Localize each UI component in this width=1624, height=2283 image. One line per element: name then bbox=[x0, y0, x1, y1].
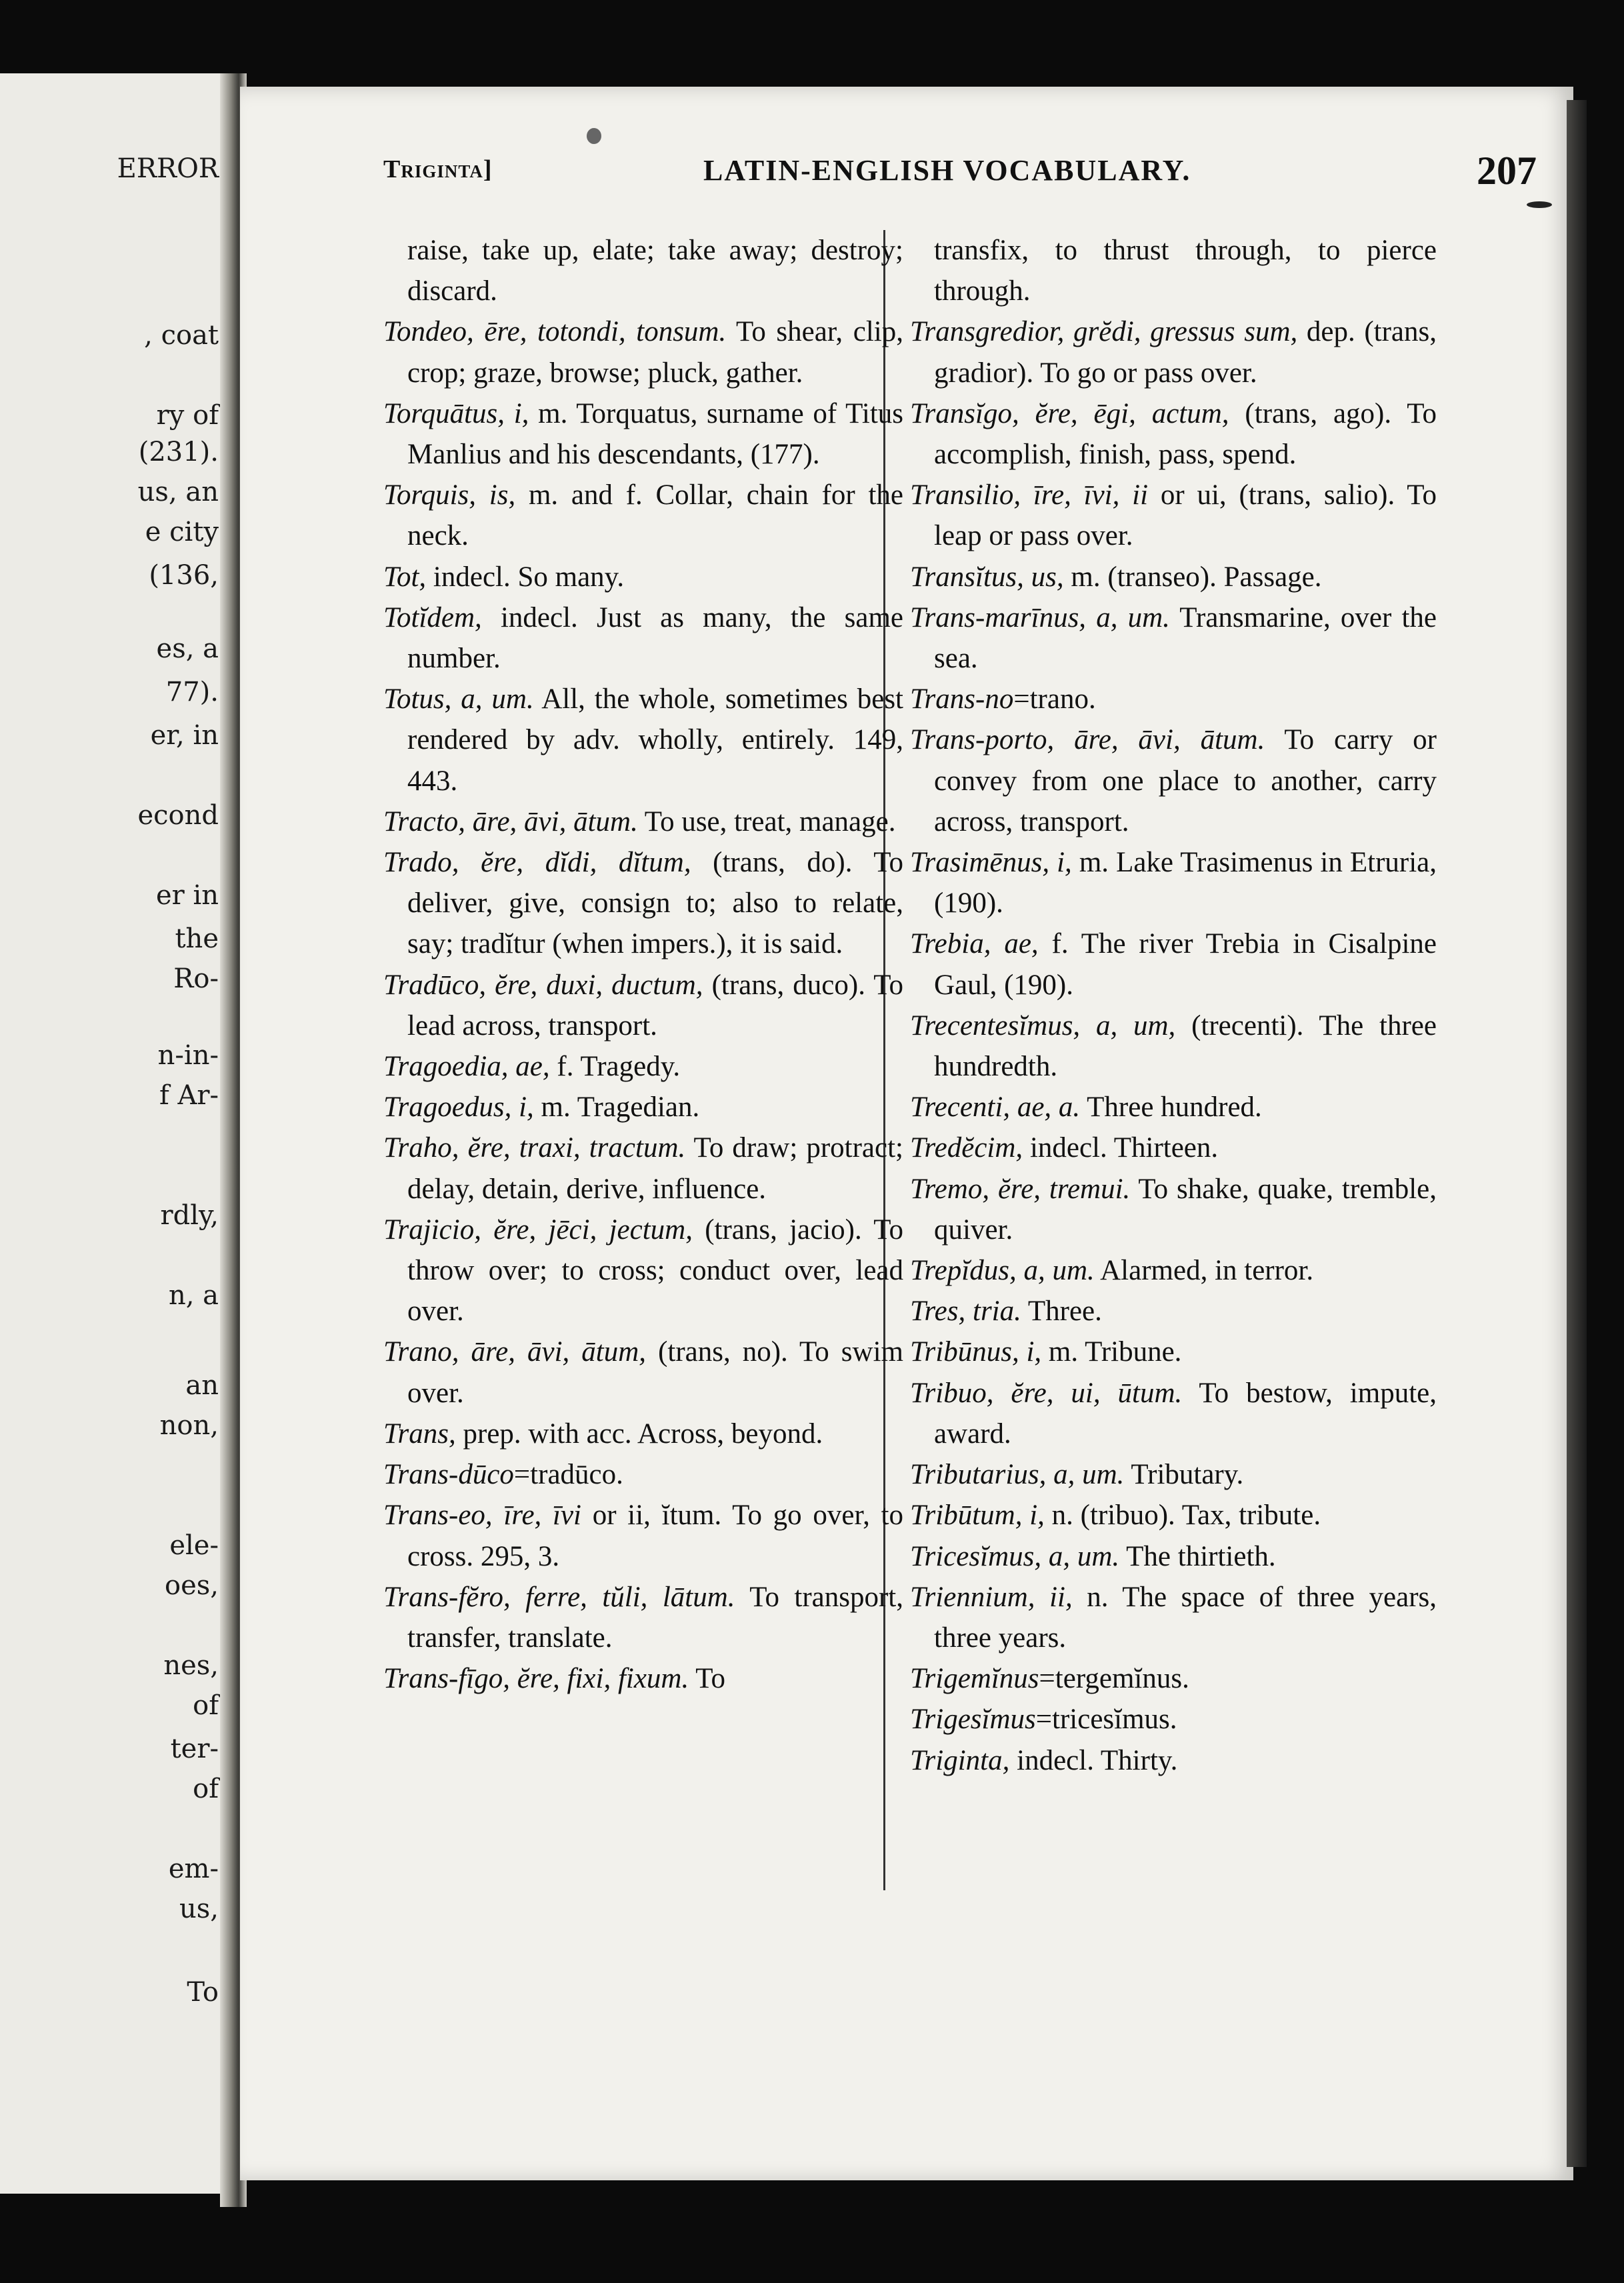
entry-headword: Trepĭdus, a, um. bbox=[910, 1255, 1095, 1287]
facing-page-fragment bbox=[0, 73, 227, 2194]
entry-definition: n. The space of three years, three years. bbox=[934, 1581, 1437, 1654]
entry-headword: Triginta, bbox=[910, 1744, 1010, 1776]
entry-definition: indecl. Just as many, the same number. bbox=[407, 601, 903, 675]
entry-definition: indecl. So many. bbox=[426, 561, 625, 593]
entry-headword: Trans-porto, āre, āvi, ātum. bbox=[910, 724, 1265, 756]
facing-page-fragment-text: econd bbox=[137, 800, 219, 831]
facing-page-fragment-text: us, an bbox=[137, 477, 219, 507]
facing-page-fragment-text: of bbox=[193, 1690, 219, 1721]
entry-headword: Tremo, ĕre, tremui. bbox=[910, 1173, 1131, 1205]
facing-page-fragment-text: , coat bbox=[144, 320, 219, 351]
entry-headword: Tragoedia, ae, bbox=[383, 1051, 550, 1083]
entry-definition: (trans, do). To deliver, give, consign to; also to relate, say; tradĭtur (when impers.), it is said. bbox=[407, 847, 903, 960]
page-edge-shadow bbox=[1567, 100, 1587, 2167]
entry-definition: Three hundred. bbox=[1080, 1091, 1262, 1123]
entry-headword: Trado, ĕre, dĭdi, dĭtum, bbox=[383, 847, 691, 879]
facing-page-fragment-text: n-in- bbox=[157, 1040, 219, 1071]
entry-headword: Torquātus, i, bbox=[383, 397, 529, 429]
vocabulary-entry bbox=[383, 1332, 903, 1413]
entry-headword: Traho, ĕre, traxi, tractum. bbox=[383, 1132, 686, 1164]
entry-definition: =trano. bbox=[1013, 683, 1096, 715]
page-number: 207 bbox=[1477, 149, 1537, 193]
facing-page-fragment-text: To bbox=[187, 1977, 219, 2008]
facing-page-fragment-text: es, a bbox=[156, 633, 219, 664]
vocabulary-entry bbox=[383, 1087, 903, 1127]
entry-definition: raise, take up, elate; take away; destroy; discard. bbox=[407, 235, 903, 307]
vocabulary-entry bbox=[383, 842, 903, 965]
vocabulary-entry bbox=[910, 1169, 1437, 1250]
entry-headword: Trans-fĕro, ferre, tŭli, lātum. bbox=[383, 1581, 735, 1613]
facing-page-fragment-text: f Ar- bbox=[159, 1080, 219, 1111]
facing-page-fragment-text: n, a bbox=[168, 1280, 219, 1311]
entry-definition: The thirtieth. bbox=[1119, 1540, 1276, 1572]
entry-definition: To shake, quake, tremble, quiver. bbox=[934, 1173, 1437, 1246]
entry-definition: m. Tribune. bbox=[1041, 1336, 1182, 1368]
vocabulary-entry bbox=[910, 1127, 1437, 1168]
ink-speck bbox=[1527, 201, 1552, 208]
vocabulary-entry bbox=[383, 1658, 903, 1699]
entry-headword: Trano, āre, āvi, ātum, bbox=[383, 1336, 647, 1368]
entry-headword: Totĭdem, bbox=[383, 601, 482, 633]
entry-headword: Trans-eo, īre, īvi bbox=[383, 1500, 582, 1532]
entry-headword: Trans-marīnus, a, um. bbox=[910, 601, 1170, 633]
header-section-word: Triginta] bbox=[383, 155, 493, 183]
entry-definition: or ui, (trans, salio). To leap or pass over. bbox=[934, 479, 1437, 552]
entry-definition: transfix, to thrust through, to pierce through. bbox=[934, 235, 1437, 307]
vocabulary-entry bbox=[910, 1658, 1437, 1699]
vocabulary-entry bbox=[383, 597, 903, 679]
entry-definition: (trans, no). To swim over. bbox=[407, 1336, 903, 1409]
entry-definition: =tricesĭmus. bbox=[1035, 1704, 1177, 1736]
entry-definition: To transport, transfer, translate. bbox=[407, 1581, 904, 1654]
entry-definition: indecl. Thirteen. bbox=[1023, 1132, 1219, 1164]
facing-page-fragment-text: er in bbox=[155, 880, 219, 911]
vocabulary-entry bbox=[910, 1495, 1437, 1536]
entry-headword: Transĭgo, ĕre, ēgi, actum, bbox=[910, 397, 1229, 429]
entry-definition: =tradūco. bbox=[513, 1459, 623, 1491]
vocabulary-entry bbox=[910, 557, 1437, 597]
entry-headword: Trigemĭnus bbox=[910, 1663, 1039, 1695]
vocabulary-entry bbox=[910, 1699, 1437, 1740]
vocabulary-entry bbox=[383, 965, 903, 1046]
facing-page-fragment-text: the bbox=[175, 923, 219, 954]
vocabulary-entry bbox=[910, 475, 1437, 556]
entry-headword: Tribuo, ĕre, ui, ūtum. bbox=[910, 1377, 1183, 1409]
entry-headword: Tribūnus, i, bbox=[910, 1336, 1042, 1368]
vocabulary-entry bbox=[910, 679, 1437, 719]
vocabulary-entry bbox=[910, 923, 1437, 1005]
entry-definition: Tributary. bbox=[1124, 1459, 1244, 1491]
facing-page-fragment-text: non, bbox=[159, 1410, 219, 1441]
vocabulary-entry bbox=[383, 557, 903, 597]
entry-headword: Tres, tria. bbox=[910, 1296, 1021, 1328]
vocabulary-entry bbox=[910, 1577, 1437, 1658]
entry-definition: To shear, clip, crop; graze, browse; pluck, gather. bbox=[407, 316, 903, 389]
entry-definition: Three. bbox=[1021, 1296, 1102, 1328]
entry-definition: Alarmed, in terror. bbox=[1094, 1255, 1314, 1287]
vocabulary-entry bbox=[383, 1454, 903, 1495]
entry-headword: Tributarius, a, um. bbox=[910, 1459, 1125, 1491]
vocabulary-entry bbox=[910, 1373, 1437, 1454]
facing-page-fragment-text: oes, bbox=[165, 1570, 219, 1601]
header-title: LATIN-ENGLISH VOCABULARY. bbox=[703, 154, 1191, 187]
entry-headword: Transĭtus, us, bbox=[910, 561, 1064, 593]
vocabulary-entry bbox=[383, 801, 903, 842]
facing-page-fragment-text: us, bbox=[179, 1894, 219, 1924]
vocabulary-entry bbox=[910, 1740, 1437, 1781]
vocabulary-entry bbox=[383, 1127, 903, 1209]
facing-page-fragment-text: nes, bbox=[163, 1650, 219, 1681]
vocabulary-entry bbox=[383, 1577, 903, 1658]
facing-page-fragment-text: er, in bbox=[150, 720, 219, 751]
facing-page-fragment-text: em- bbox=[168, 1854, 219, 1884]
vocabulary-entry bbox=[383, 1046, 903, 1087]
entry-definition: Transmarine, over the sea. bbox=[934, 601, 1437, 675]
facing-page-fragment-text: ERROR bbox=[117, 153, 219, 184]
entry-headword: Trecenti, ae, a. bbox=[910, 1091, 1081, 1123]
vocabulary-entry bbox=[383, 393, 903, 475]
entry-definition: m. Torquatus, surname of Titus Manlius and his descendants, (177). bbox=[407, 397, 904, 471]
entry-definition: (trecenti). The three hundredth. bbox=[934, 1009, 1437, 1083]
entry-headword: Tondeo, ēre, totondi, tonsum. bbox=[383, 316, 727, 348]
vocabulary-entry bbox=[383, 1210, 903, 1332]
entry-definition: or ii, ĭtum. To go over, to cross. 295, 3. bbox=[407, 1500, 903, 1572]
vocabulary-entry bbox=[910, 1250, 1437, 1291]
entry-headword: Tracto, āre, āvi, ātum. bbox=[383, 805, 638, 837]
vocabulary-entry bbox=[910, 1454, 1437, 1495]
entry-definition: prep. with acc. Across, beyond. bbox=[455, 1418, 823, 1450]
facing-page-fragment-text: ter- bbox=[170, 1734, 219, 1764]
entry-definition: All, the whole, sometimes best rendered by adv. wholly, entirely. 149, 443. bbox=[407, 683, 903, 797]
entry-definition: m. Lake Trasimenus in Etruria, (190). bbox=[934, 847, 1437, 919]
vocabulary-entry bbox=[383, 311, 903, 393]
entry-definition: m. (transeo). Passage. bbox=[1063, 561, 1322, 593]
facing-page-fragment-text: of bbox=[193, 1774, 219, 1804]
right-column bbox=[910, 230, 1437, 1781]
entry-headword: Trigesĭmus bbox=[910, 1704, 1036, 1736]
entry-headword: Trecentesĭmus, a, um, bbox=[910, 1009, 1176, 1041]
facing-page-fragment-text: Ro- bbox=[173, 963, 219, 994]
entry-definition: f. The river Trebia in Cisalpine Gaul, (190). bbox=[934, 928, 1437, 1001]
facing-page-fragment-text: ele- bbox=[169, 1530, 219, 1561]
entry-definition: To carry or convey from one place to another, carry across, transport. bbox=[934, 724, 1437, 837]
vocabulary-entry bbox=[910, 719, 1437, 842]
entry-headword: Trans, bbox=[383, 1418, 456, 1450]
entry-headword: Trans-no bbox=[910, 683, 1014, 715]
running-header bbox=[383, 148, 1537, 195]
entry-definition: (trans, ago). To accomplish, finish, pass, spend. bbox=[934, 397, 1437, 471]
facing-page-fragment-text: (136, bbox=[149, 560, 219, 591]
entry-headword: Tricesĭmus, a, um. bbox=[910, 1540, 1120, 1572]
facing-page-fragment-text: 77). bbox=[165, 677, 219, 707]
entry-headword: Trasimēnus, i, bbox=[910, 847, 1072, 879]
entry-definition: m. and f. Collar, chain for the neck. bbox=[407, 479, 903, 552]
vocabulary-entry bbox=[910, 1087, 1437, 1127]
facing-page-fragment-text: rdly, bbox=[160, 1200, 219, 1231]
entry-headword: Trebia, ae, bbox=[910, 928, 1039, 960]
vocabulary-entry bbox=[910, 1291, 1437, 1332]
vocabulary-entry bbox=[383, 230, 903, 311]
entry-definition: To bbox=[689, 1663, 725, 1695]
entry-headword: Triennium, ii, bbox=[910, 1581, 1073, 1613]
entry-definition: indecl. Thirty. bbox=[1009, 1744, 1178, 1776]
vocabulary-entry bbox=[910, 311, 1437, 393]
entry-definition: To draw; protract; delay, detain, derive, influence. bbox=[407, 1132, 903, 1205]
entry-headword: Tragoedus, i, bbox=[383, 1091, 534, 1123]
ink-speck bbox=[587, 128, 601, 144]
vocabulary-entry bbox=[383, 475, 903, 556]
vocabulary-entry bbox=[383, 679, 903, 801]
entry-definition: To bestow, impute, award. bbox=[934, 1377, 1437, 1450]
vocabulary-entry bbox=[910, 842, 1437, 923]
entry-headword: Trans-fīgo, ĕre, fixi, fixum. bbox=[383, 1663, 689, 1695]
vocabulary-entry bbox=[383, 1495, 903, 1576]
entry-definition: dep. (trans, gradior). To go or pass over. bbox=[934, 316, 1437, 389]
vocabulary-entry bbox=[910, 393, 1437, 475]
entry-definition: =tergemĭnus. bbox=[1039, 1663, 1189, 1695]
entry-headword: Trans-dūco bbox=[383, 1459, 514, 1491]
entry-definition: n. (tribuo). Tax, tribute. bbox=[1044, 1500, 1321, 1532]
facing-page-fragment-text: an bbox=[185, 1370, 219, 1401]
entry-definition: (trans, jacio). To throw over; to cross; conduct over, lead over. bbox=[407, 1214, 903, 1328]
entry-headword: Trajicio, ĕre, jēci, jectum, bbox=[383, 1214, 693, 1246]
vocabulary-entry bbox=[910, 1005, 1437, 1087]
entry-headword: Torquis, is, bbox=[383, 479, 516, 511]
vocabulary-entry bbox=[910, 597, 1437, 679]
left-column bbox=[383, 230, 903, 1699]
vocabulary-entry bbox=[910, 1536, 1437, 1577]
entry-headword: Tredĕcim, bbox=[910, 1132, 1023, 1164]
vocabulary-entry bbox=[910, 1332, 1437, 1372]
vocabulary-entry bbox=[383, 1414, 903, 1454]
entry-definition: f. Tragedy. bbox=[549, 1051, 681, 1083]
entry-headword: Totus, a, um. bbox=[383, 683, 534, 715]
entry-definition: m. Tragedian. bbox=[533, 1091, 700, 1123]
facing-page-fragment-text: ry of bbox=[156, 400, 219, 431]
entry-headword: Tribūtum, i, bbox=[910, 1500, 1045, 1532]
entry-headword: Transgredior, grĕdi, gressus sum, bbox=[910, 316, 1298, 348]
entry-headword: Transilio, īre, īvi, ii bbox=[910, 479, 1149, 511]
entry-definition: (trans, duco). To lead across, transport. bbox=[407, 969, 903, 1041]
entry-definition: To use, treat, manage. bbox=[637, 805, 896, 837]
facing-page-fragment-text: (231). bbox=[138, 437, 219, 467]
facing-page-fragment-text: e city bbox=[145, 517, 219, 547]
entry-headword: Tradūco, ĕre, duxi, ductum, bbox=[383, 969, 703, 1001]
vocabulary-entry bbox=[910, 230, 1437, 311]
entry-headword: Tot, bbox=[383, 561, 427, 593]
